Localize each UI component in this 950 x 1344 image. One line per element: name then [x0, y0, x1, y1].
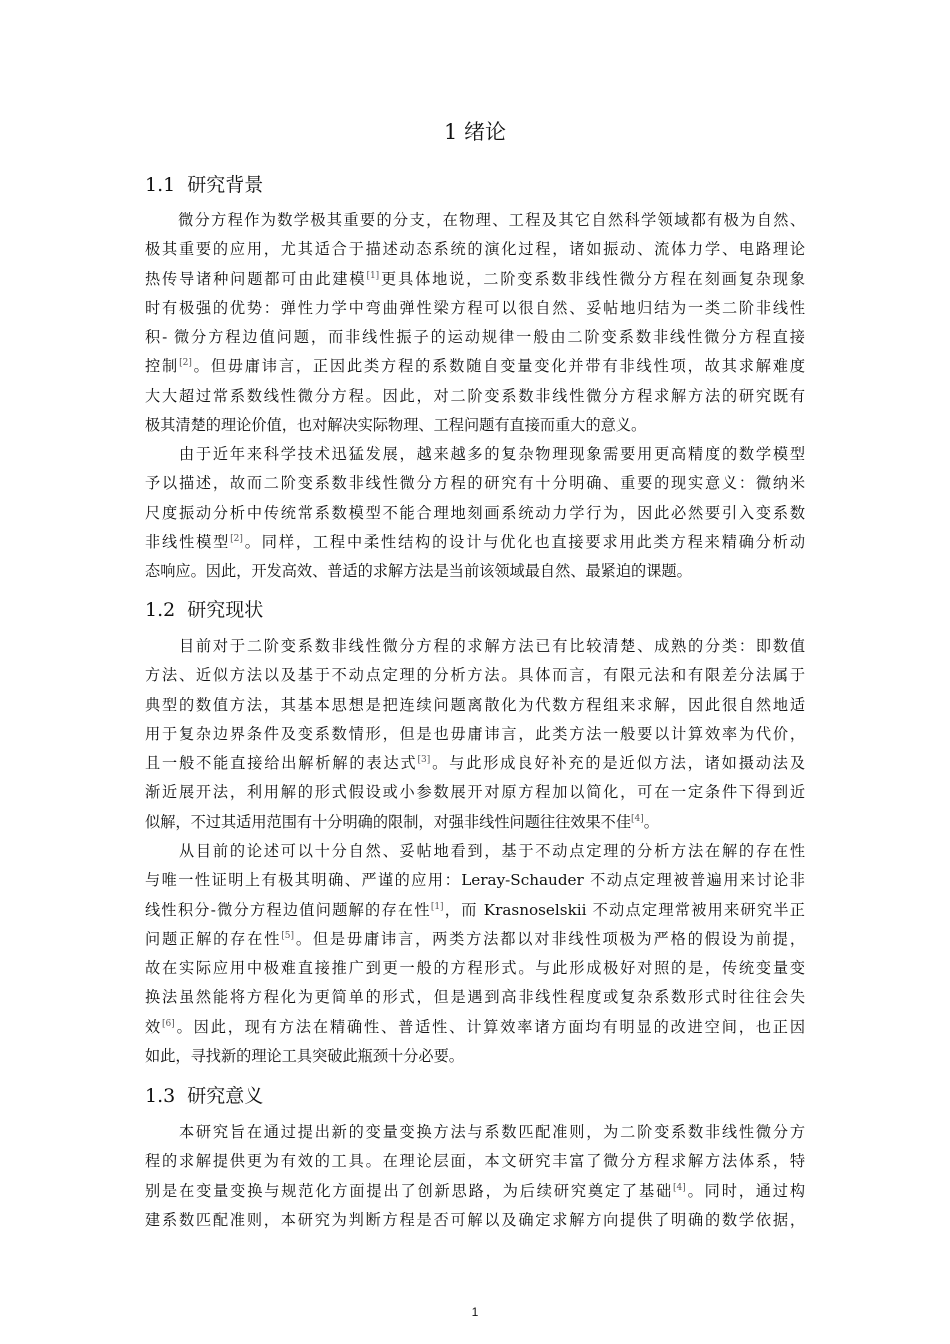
text-line: 控制[2]。但毋庸讳言，正因此类方程的系数随自变量变化并带有非线性项，故其求解难度: [145, 357, 806, 376]
citation: [4]: [631, 813, 644, 824]
text-line: 由于近年来科学技术迅猛发展，越来越多的复杂物理现象需要用更高精度的数学模型: [145, 445, 805, 463]
text-line: 建系数匹配准则，本研究为判断方程是否可解以及确定求解方向提供了明确的数学依据，: [145, 1210, 805, 1229]
text-line: 效[6]。因此，现有方法在精确性、普适性、计算效率诸方面均有明显的改进空间，也正因: [145, 1017, 806, 1036]
section-title: 研究意义: [187, 1085, 264, 1107]
section-number: 1.3: [145, 1085, 176, 1107]
text-line: 换法虽然能将方程化为更简单的形式，但是遇到高非线性程度或复杂系数形式时往往会失: [145, 988, 805, 1007]
section-heading-1-2: [145, 596, 263, 624]
text-line: 程的求解提供更为有效的工具。在理论层面，本文研究丰富了微分方程求解方法体系，特: [145, 1152, 805, 1171]
section-heading-1-1: [145, 171, 263, 199]
citation: [4]: [673, 1182, 686, 1193]
citation: [5]: [281, 930, 295, 941]
section-number: 1.1: [145, 174, 176, 196]
text-line: 问题正解的存在性[5]。但是毋庸讳言，两类方法都以对非线性项极为严格的假设为前提，: [145, 929, 806, 948]
citation: [2]: [230, 533, 243, 544]
section-number: 1.2: [145, 599, 176, 621]
paragraph-status-2: [145, 837, 805, 1071]
text-line: 尺度振动分析中传统常系数模型不能合理地刻画系统动力学行为，因此必然要引入变系数: [145, 503, 805, 522]
text-line: 目前对于二阶变系数非线性微分方程的求解方法已有比较清楚、成熟的分类：即数值: [145, 637, 805, 655]
citation: [1]: [430, 901, 444, 912]
citation: [2]: [179, 358, 192, 369]
chapter-title: 1 绪论: [443, 120, 507, 144]
text-line: 与唯一性证明上有极其明确、严谨的应用：Leray-Schauder 不动点定理被普遍用来讨论非: [145, 871, 805, 890]
text-line: 似解，不过其适用范围有十分明确的限制，对强非线性问题往往效果不佳[4]。: [145, 812, 659, 831]
text-line: 渐近展开法，利用解的形式假设或小参数展开对原方程加以简化，可在一定条件下得到近: [145, 783, 805, 802]
section-heading-1-3: [145, 1082, 263, 1110]
citation: [3]: [417, 755, 431, 766]
text-line: 大大超过常系数线性微分方程。因此，对二阶变系数非线性微分方程求解方法的研究既有: [145, 386, 805, 405]
text-line: 予以描述，故而二阶变系数非线性微分方程的研究有十分明确、重要的现实意义：微纳米: [145, 474, 805, 493]
text-line: 热传导诸种问题都可由此建模[1]更具体地说，二阶变系数非线性微分方程在刻画复杂现象: [145, 269, 806, 288]
section-title: 研究背景: [187, 174, 264, 196]
paragraph-background-2: [145, 440, 805, 586]
text-line: 方法、近似方法以及基于不动点定理的分析方法。具体而言，有限元法和有限差分法属于: [145, 666, 805, 685]
text-line: 线性积分-微分方程边值问题解的存在性[1]，而 Krasnoselskii 不动点定理常被用来研究半正: [145, 900, 805, 919]
text-line: 故在实际应用中极难直接推广到更一般的方程形式。与此形成极好对照的是，传统变量变: [145, 959, 805, 978]
paragraph-significance-1: [145, 1118, 805, 1235]
text-line: 时有极强的优势：弹性力学中弯曲弹性梁方程可以很自然、妥帖地归结为一类二阶非线性: [145, 298, 805, 317]
text-line: 用于复杂边界条件及变系数情形，但是也毋庸讳言，此类方法一般要以计算效率为代价，: [145, 724, 805, 743]
paragraph-background-1: [145, 206, 805, 440]
page-number: 1: [471, 1305, 479, 1319]
text-line: 非线性模型[2]。同样，工程中柔性结构的设计与优化也直接要求用此类方程来精确分析动: [145, 532, 806, 551]
text-line: 微分方程作为数学极其重要的分支，在物理、工程及其它自然科学领域都有极为自然、: [145, 211, 805, 229]
text-line: 本研究旨在通过提出新的变量变换方法与系数匹配准则，为二阶变系数非线性微分方: [145, 1123, 805, 1141]
text-line: 如此，寻找新的理论工具突破此瓶颈十分必要。: [145, 1047, 464, 1066]
text-line: 积- 微分方程边值问题，而非线性振子的运动规律一般由二阶变系数非线性微分方程直接: [145, 328, 805, 347]
text-line: 极其重要的应用，尤其适合于描述动态系统的演化过程，诸如振动、流体力学、电路理论: [145, 240, 805, 259]
text-line: 典型的数值方法，其基本思想是把连续问题离散化为代数方程组来求解，因此很自然地适: [145, 695, 805, 714]
text-line: 从目前的论述可以十分自然、妥帖地看到，基于不动点定理的分析方法在解的存在性: [145, 842, 805, 860]
text-line: 极其清楚的理论价值，也对解决实际物理、工程问题有直接而重大的意义。: [145, 416, 647, 435]
citation: [1]: [366, 270, 380, 281]
citation: [6]: [162, 1018, 175, 1029]
text-line: 态响应。因此，开发高效、普适的求解方法是当前该领域最自然、最紧迫的课题。: [145, 562, 692, 581]
paragraph-status-1: [145, 632, 805, 837]
text-line: 且一般不能直接给出解析解的表达式[3]。与此形成良好补充的是近似方法，诸如摄动法及: [145, 754, 806, 773]
section-title: 研究现状: [187, 599, 264, 621]
text-line: 别是在变量变换与规范化方面提出了创新思路，为后续研究奠定了基础[4]。同时，通过构: [145, 1181, 806, 1200]
